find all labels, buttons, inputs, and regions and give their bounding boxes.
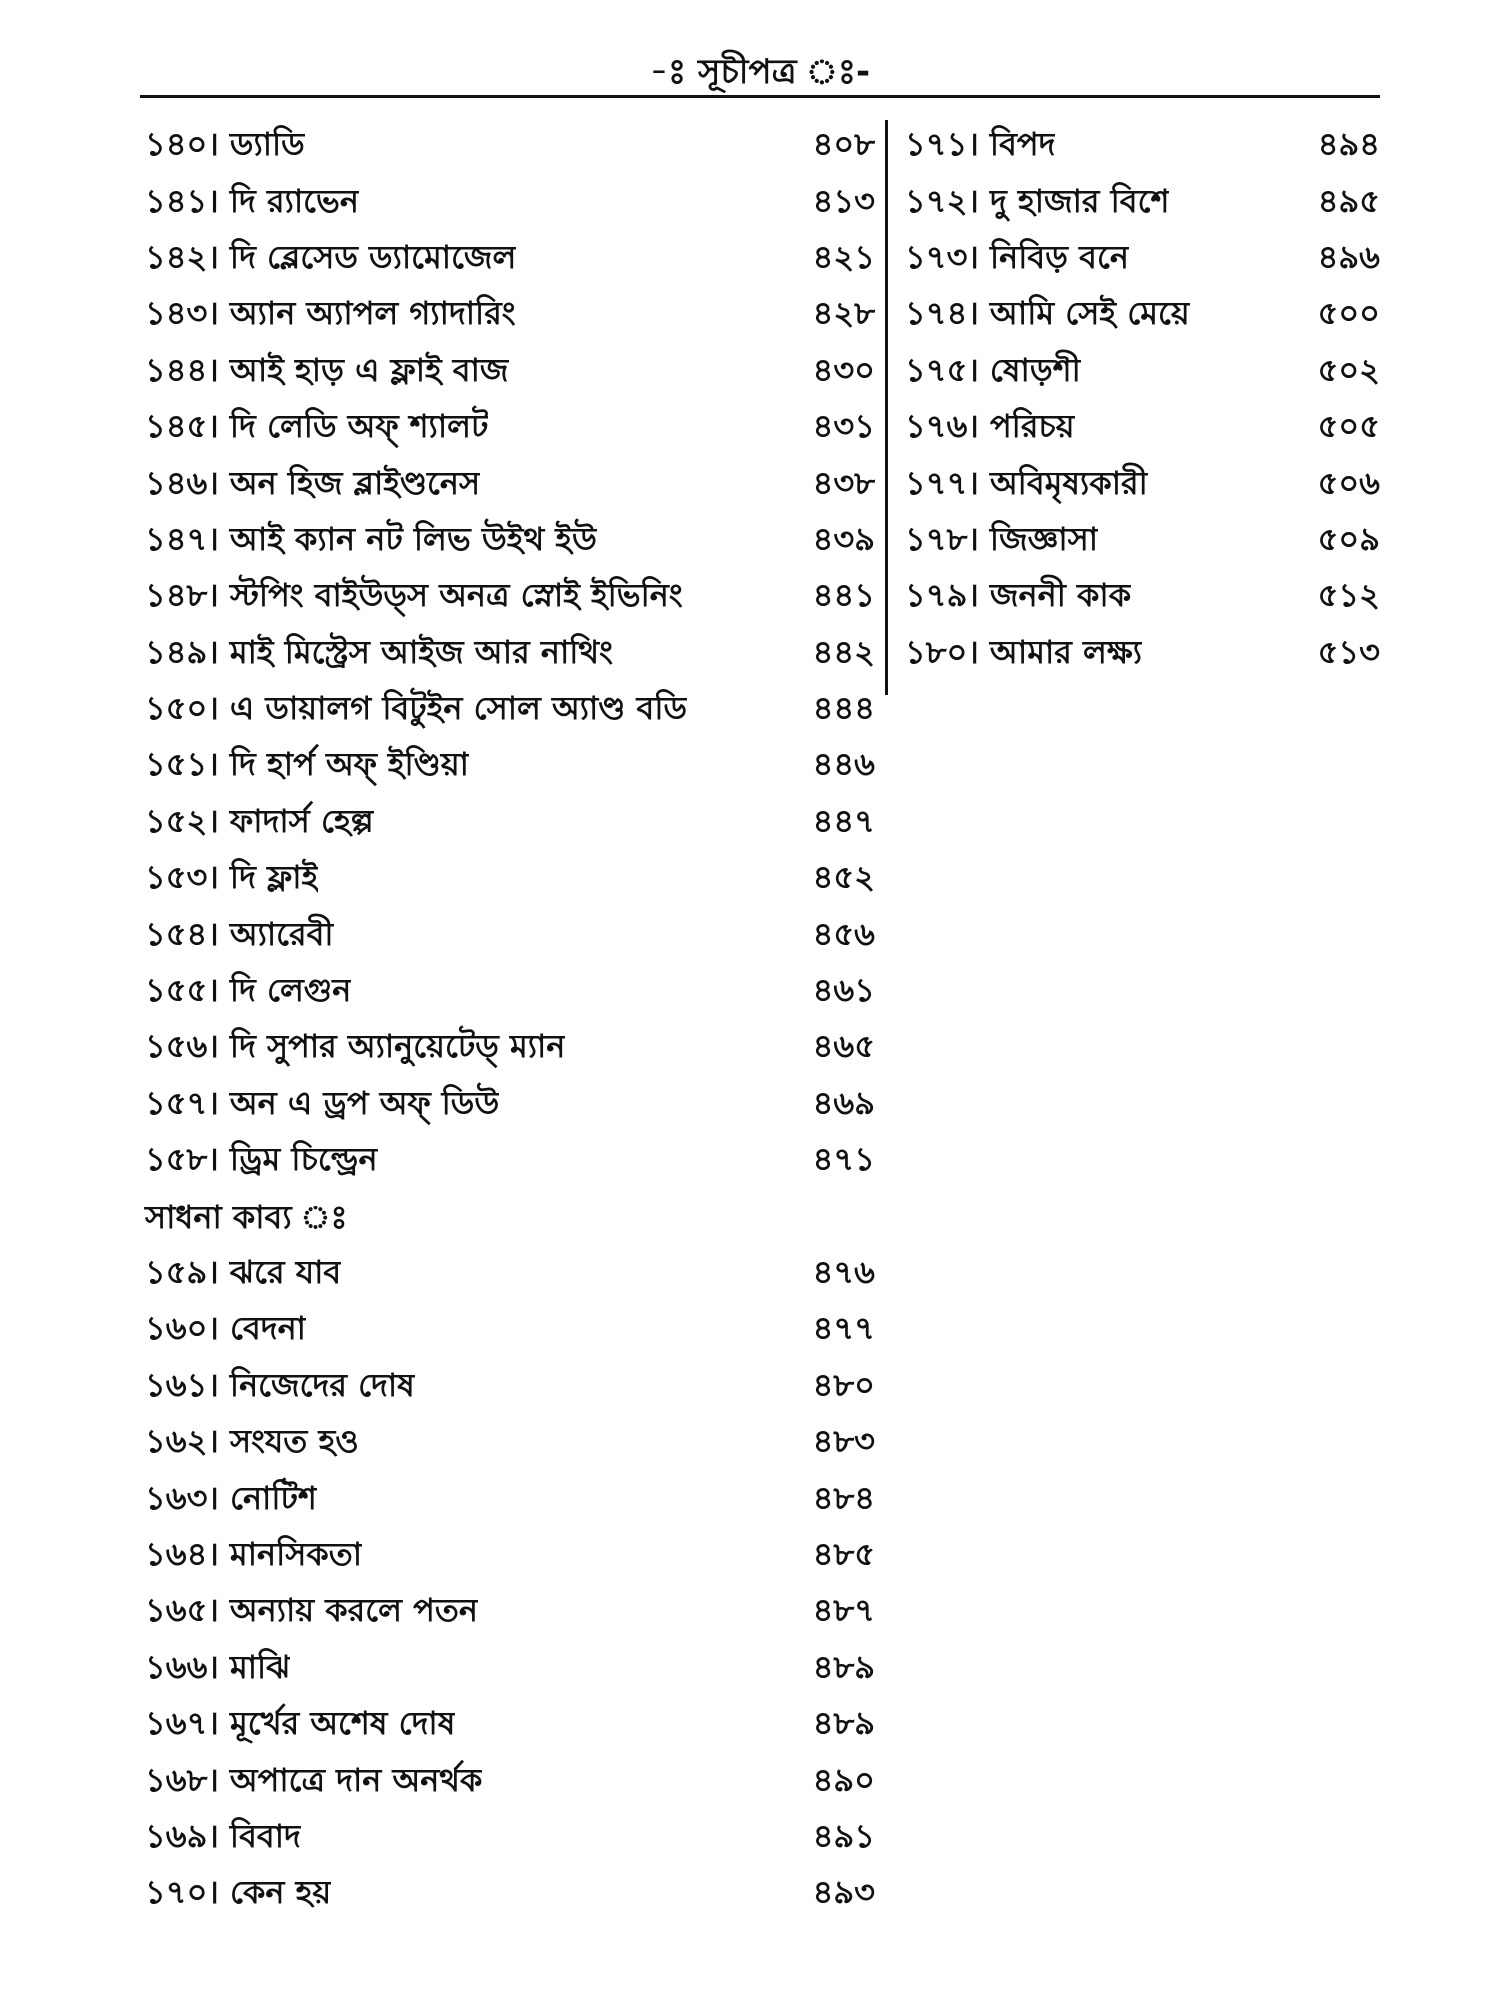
toc-entry-page: ৪৬১ xyxy=(812,971,875,1010)
toc-entry xyxy=(145,907,875,963)
toc-entry xyxy=(905,231,1380,287)
toc-entry xyxy=(905,626,1380,682)
toc-entry-page: ৪০৮ xyxy=(812,125,875,164)
toc-entry-page: ৫০৬ xyxy=(1317,463,1380,502)
toc-entry-page: ৪৯৫ xyxy=(1317,181,1380,220)
toc-entry-title: ১৫৬। দি সুপার অ্যানুয়েটেড্ ম্যান xyxy=(145,1027,566,1066)
toc-entry xyxy=(145,569,875,625)
toc-entry-page: ৫১৩ xyxy=(1317,632,1380,671)
toc-entry-title: ১৪৮। স্টপিং বাইউড্স অনত্র স্নোই ইভিনিং xyxy=(145,576,683,615)
toc-entry-page: ৫০০ xyxy=(1317,294,1380,333)
toc-entry xyxy=(145,118,875,174)
toc-entry-title: ১৬০। বেদনা xyxy=(145,1309,306,1348)
toc-entry-title: ১৫৭। অন এ ড্রপ অফ্ ডিউ xyxy=(145,1083,500,1122)
toc-entry-page: ৪৪৭ xyxy=(812,801,875,840)
toc-entry-title: ১৭৩। নিবিড় বনে xyxy=(905,237,1129,276)
toc-entry xyxy=(145,1077,875,1133)
toc-entry-page: ৪৩০ xyxy=(812,350,875,389)
toc-entry-page: ৫০২ xyxy=(1317,350,1380,389)
toc-entry xyxy=(145,682,875,738)
toc-entry xyxy=(145,1302,875,1358)
toc-entry-title: ১৫২। ফাদার্স হেল্প xyxy=(145,801,374,840)
toc-entry-page: ৪৯১ xyxy=(812,1816,875,1855)
toc-entry-title: ১৪৭। আই ক্যান নট লিভ উইথ ইউ xyxy=(145,519,597,558)
toc-entry-page: ৪৯০ xyxy=(812,1760,875,1799)
toc-entry xyxy=(145,738,875,794)
toc-entry-page: ৪৪১ xyxy=(812,576,875,615)
toc-entry-page: ৪৫৬ xyxy=(812,914,875,953)
toc-entry-page: ৪৬৯ xyxy=(812,1083,875,1122)
toc-entry-title: ১৫০। এ ডায়ালগ বিটুইন সোল অ্যাণ্ড বডি xyxy=(145,689,688,728)
toc-entry-title: ১৪৫। দি লেডি অফ্ শ্যালট xyxy=(145,407,489,446)
toc-entry-title: ১৮০। আমার লক্ষ্য xyxy=(905,632,1143,671)
toc-right-entries xyxy=(905,118,1380,682)
toc-entry-title: ১৫৫। দি লেগুন xyxy=(145,971,352,1010)
toc-entry-page: ৫০৯ xyxy=(1317,519,1380,558)
toc-entry xyxy=(145,1584,875,1640)
toc-entry-page: ৪৮৫ xyxy=(812,1534,875,1573)
toc-entry-title: ১৭৪। আমি সেই মেয়ে xyxy=(905,294,1190,333)
toc-entry xyxy=(145,287,875,343)
toc-entry-title: ১৭০। কেন হয় xyxy=(145,1873,332,1912)
toc-entry-title: ১৬২। সংযত হও xyxy=(145,1422,359,1461)
toc-entry-title: ১৬৫। অন্যায় করলে পতন xyxy=(145,1591,478,1630)
toc-entry-title: ১৫৯। ঝরে যাব xyxy=(145,1253,342,1291)
toc-entry xyxy=(145,174,875,230)
toc-entry-page: ৪৭৭ xyxy=(812,1309,875,1348)
toc-entry-title: ১৫৩। দি ফ্লাই xyxy=(145,858,319,897)
section-heading: সাধনা কাব্য ঃ xyxy=(145,1198,348,1237)
toc-entry-title: ১৪৩। অ্যান অ্যাপল গ্যাদারিং xyxy=(145,294,516,333)
page-title: -ঃ সূচীপত্র ঃ- xyxy=(649,52,871,92)
toc-entry xyxy=(145,513,875,569)
toc-entry-title: ১৬৩। নোটিশ xyxy=(145,1478,317,1517)
toc-entry-title: ১৭৮। জিজ্ঞাসা xyxy=(905,519,1099,558)
toc-entry xyxy=(145,1753,875,1809)
toc-entry xyxy=(145,1810,875,1866)
toc-entry xyxy=(145,400,875,456)
toc-entry-page: ৪৮৪ xyxy=(812,1478,875,1517)
toc-entry-title: ১৭৯। জননী কাক xyxy=(905,576,1132,615)
toc-entry-title: ১৫৮। ড্রিম চিল্ড্রেন xyxy=(145,1140,378,1179)
toc-left-entries-top xyxy=(145,118,875,1189)
toc-entry-title: ১৭৭। অবিমৃষ্যকারী xyxy=(905,463,1148,502)
toc-entry-page: ৪৮০ xyxy=(812,1365,875,1404)
toc-entry xyxy=(905,400,1380,456)
toc-entry xyxy=(145,1697,875,1753)
toc-entry-page: ৪৭১ xyxy=(812,1140,875,1179)
toc-entry-title: ১৫১। দি হার্প অফ্ ইণ্ডিয়া xyxy=(145,745,469,784)
toc-entry-page: ৪৮৯ xyxy=(812,1704,875,1743)
toc-entry-page: ৪৯৪ xyxy=(1317,125,1380,164)
toc-entry-title: ১৬১। নিজেদের দোষ xyxy=(145,1365,415,1404)
toc-entry-page: ৪৯৬ xyxy=(1317,237,1380,276)
toc-entry-page: ৪৬৫ xyxy=(812,1027,875,1066)
toc-entry xyxy=(145,964,875,1020)
toc-entry-title: ১৪২। দি ব্লেসেড ড্যামোজেল xyxy=(145,237,517,276)
toc-entry-page: ৪৮৯ xyxy=(812,1647,875,1686)
toc-entry-page: ৪২১ xyxy=(812,237,875,276)
toc-entry xyxy=(145,626,875,682)
toc-entry xyxy=(145,795,875,851)
toc-entry-page: ৪৩৯ xyxy=(812,519,875,558)
toc-right-column xyxy=(905,118,1380,682)
toc-entry xyxy=(145,1246,875,1302)
toc-entry xyxy=(905,118,1380,174)
toc-entry xyxy=(145,1415,875,1471)
toc-entry-page: ৪৩৮ xyxy=(812,463,875,502)
toc-entry-page: ৪৮৩ xyxy=(812,1422,875,1461)
toc-entry-title: ১৫৪। অ্যারেবী xyxy=(145,914,334,953)
toc-entry-page: ৪৫২ xyxy=(812,858,875,897)
toc-entry-page: ৪৪৪ xyxy=(812,689,875,728)
toc-entry-page: ৪৭৬ xyxy=(812,1253,875,1291)
toc-entry xyxy=(905,513,1380,569)
toc-entry xyxy=(145,851,875,907)
toc-entry-title: ১৭৬। পরিচয় xyxy=(905,407,1075,446)
toc-entry xyxy=(905,174,1380,230)
toc-entry-title: ১৭৫। ষোড়শী xyxy=(905,350,1081,389)
toc-entry xyxy=(145,1866,875,1922)
header-rule xyxy=(140,95,1380,98)
toc-entry-title: ১৬৪। মানসিকতা xyxy=(145,1534,363,1573)
toc-entry xyxy=(905,456,1380,512)
toc-entry xyxy=(145,1641,875,1697)
toc-entry-page: ৪২৮ xyxy=(812,294,875,333)
toc-entry-page: ৪৩১ xyxy=(812,407,875,446)
toc-entry-page: ৪৮৭ xyxy=(812,1591,875,1630)
toc-entry-title: ১৬৭। মূর্খের অশেষ দোষ xyxy=(145,1704,456,1743)
toc-entry-title: ১৬৯। বিবাদ xyxy=(145,1816,301,1855)
toc-entry xyxy=(145,344,875,400)
toc-entry-title: ১৭২। দু হাজার বিশে xyxy=(905,181,1170,220)
toc-entry-title: ১৪০। ড্যাডি xyxy=(145,125,305,164)
toc-entry-title: ১৪৬। অন হিজ ব্লাইণ্ডনেস xyxy=(145,463,481,502)
toc-entry-title: ১৭১। বিপদ xyxy=(905,125,1056,164)
toc-entry-title: ১৪৯। মাই মিস্ট্রেস আইজ আর নাথিং xyxy=(145,632,613,671)
toc-entry-title: ১৪১। দি র‍্যাভেন xyxy=(145,181,359,220)
toc-entry xyxy=(145,1020,875,1076)
toc-entry-page: ৫০৫ xyxy=(1317,407,1380,446)
toc-left-column xyxy=(145,118,875,1923)
toc-entry xyxy=(905,287,1380,343)
toc-entry-title: ১৬৮। অপাত্রে দান অনর্থক xyxy=(145,1760,483,1799)
toc-entry-title: ১৬৬। মাঝি xyxy=(145,1647,291,1686)
toc-entry xyxy=(145,1528,875,1584)
toc-entry-page: ৪৪৬ xyxy=(812,745,875,784)
toc-entry-page: ৪৯৩ xyxy=(812,1873,875,1912)
toc-entry xyxy=(145,231,875,287)
toc-entry-page: ৪১৩ xyxy=(812,181,875,220)
toc-entry-title: ১৪৪। আই হাড় এ ফ্লাই বাজ xyxy=(145,350,509,389)
toc-entry xyxy=(905,344,1380,400)
toc-left-entries-bottom xyxy=(145,1246,875,1923)
toc-entry-page: ৫১২ xyxy=(1317,576,1380,615)
toc-entry xyxy=(145,1359,875,1415)
toc-entry xyxy=(145,1133,875,1189)
toc-entry-page: ৪৪২ xyxy=(812,632,875,671)
toc-entry xyxy=(145,1471,875,1527)
column-divider xyxy=(885,120,888,695)
toc-entry xyxy=(905,569,1380,625)
toc-entry xyxy=(145,456,875,512)
